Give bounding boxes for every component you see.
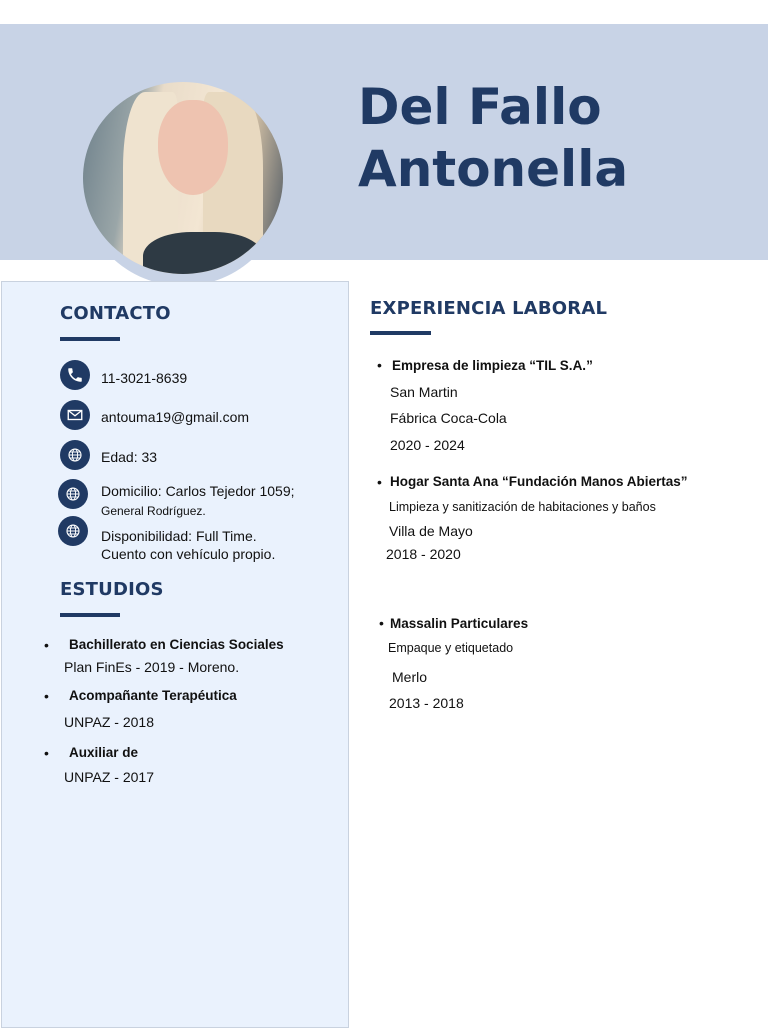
email-icon <box>60 400 90 430</box>
job-line: San Martin <box>390 384 458 400</box>
address-line-2: General Rodríguez. <box>101 504 206 518</box>
photo-face <box>158 100 228 195</box>
study-detail: Plan FinEs - 2019 - Moreno. <box>64 659 240 675</box>
study-title: Acompañante Terapéutica <box>69 688 237 703</box>
contact-title: CONTACTO <box>60 303 171 324</box>
top-strip <box>0 0 768 25</box>
globe-icon <box>58 479 88 509</box>
job-dates: 2020 - 2024 <box>390 437 465 453</box>
job-line: Fábrica Coca-Cola <box>390 410 507 426</box>
contact-title-underline <box>60 337 120 341</box>
name-line-1: Del Fallo <box>358 78 602 136</box>
address-line-1: Domicilio: Carlos Tejedor 1059; <box>101 483 295 499</box>
study-detail: UNPAZ - 2017 <box>64 769 154 785</box>
job-line: Empaque y etiquetado <box>388 641 514 655</box>
full-name <box>358 76 628 200</box>
availability-line-2: Cuento con vehículo propio. <box>101 546 276 562</box>
availability-line-1: Disponibilidad: Full Time. <box>101 528 257 544</box>
email-address: antouma19@gmail.com <box>101 409 250 425</box>
job-dates: 2018 - 2020 <box>386 546 461 562</box>
job-line: Merlo <box>392 669 428 685</box>
profile-photo <box>83 82 283 274</box>
job-title: Empresa de limpieza “TIL S.A.” <box>392 358 593 373</box>
job-title: Hogar Santa Ana “Fundación Manos Abiertas” <box>390 474 688 489</box>
study-bullet: • <box>44 688 49 704</box>
job-line: Villa de Mayo <box>389 523 473 539</box>
studies-title-underline <box>60 613 120 617</box>
study-bullet: • <box>44 637 49 653</box>
experience-title-underline <box>370 331 431 335</box>
photo-shirt <box>143 232 263 274</box>
phone-icon <box>60 360 90 390</box>
job-bullet: • <box>377 474 382 490</box>
job-bullet: • <box>379 615 384 631</box>
study-title: Auxiliar de <box>69 745 139 760</box>
job-bullet: • <box>377 357 382 373</box>
study-title: Bachillerato en Ciencias Sociales <box>69 637 284 652</box>
globe-icon <box>58 516 88 546</box>
phone-number: 11-3021-8639 <box>101 370 188 386</box>
study-detail: UNPAZ - 2018 <box>64 714 154 730</box>
job-title: Massalin Particulares <box>390 616 529 631</box>
studies-title: ESTUDIOS <box>60 579 164 600</box>
sidebar <box>1 281 349 1028</box>
name-line-2: Antonella <box>358 140 629 198</box>
globe-icon <box>60 440 90 470</box>
age: Edad: 33 <box>101 449 158 465</box>
job-line: Limpieza y sanitización de habitaciones y baños <box>389 500 656 514</box>
experience-title: EXPERIENCIA LABORAL <box>370 298 608 319</box>
study-bullet: • <box>44 745 49 761</box>
job-dates: 2013 - 2018 <box>389 695 464 711</box>
